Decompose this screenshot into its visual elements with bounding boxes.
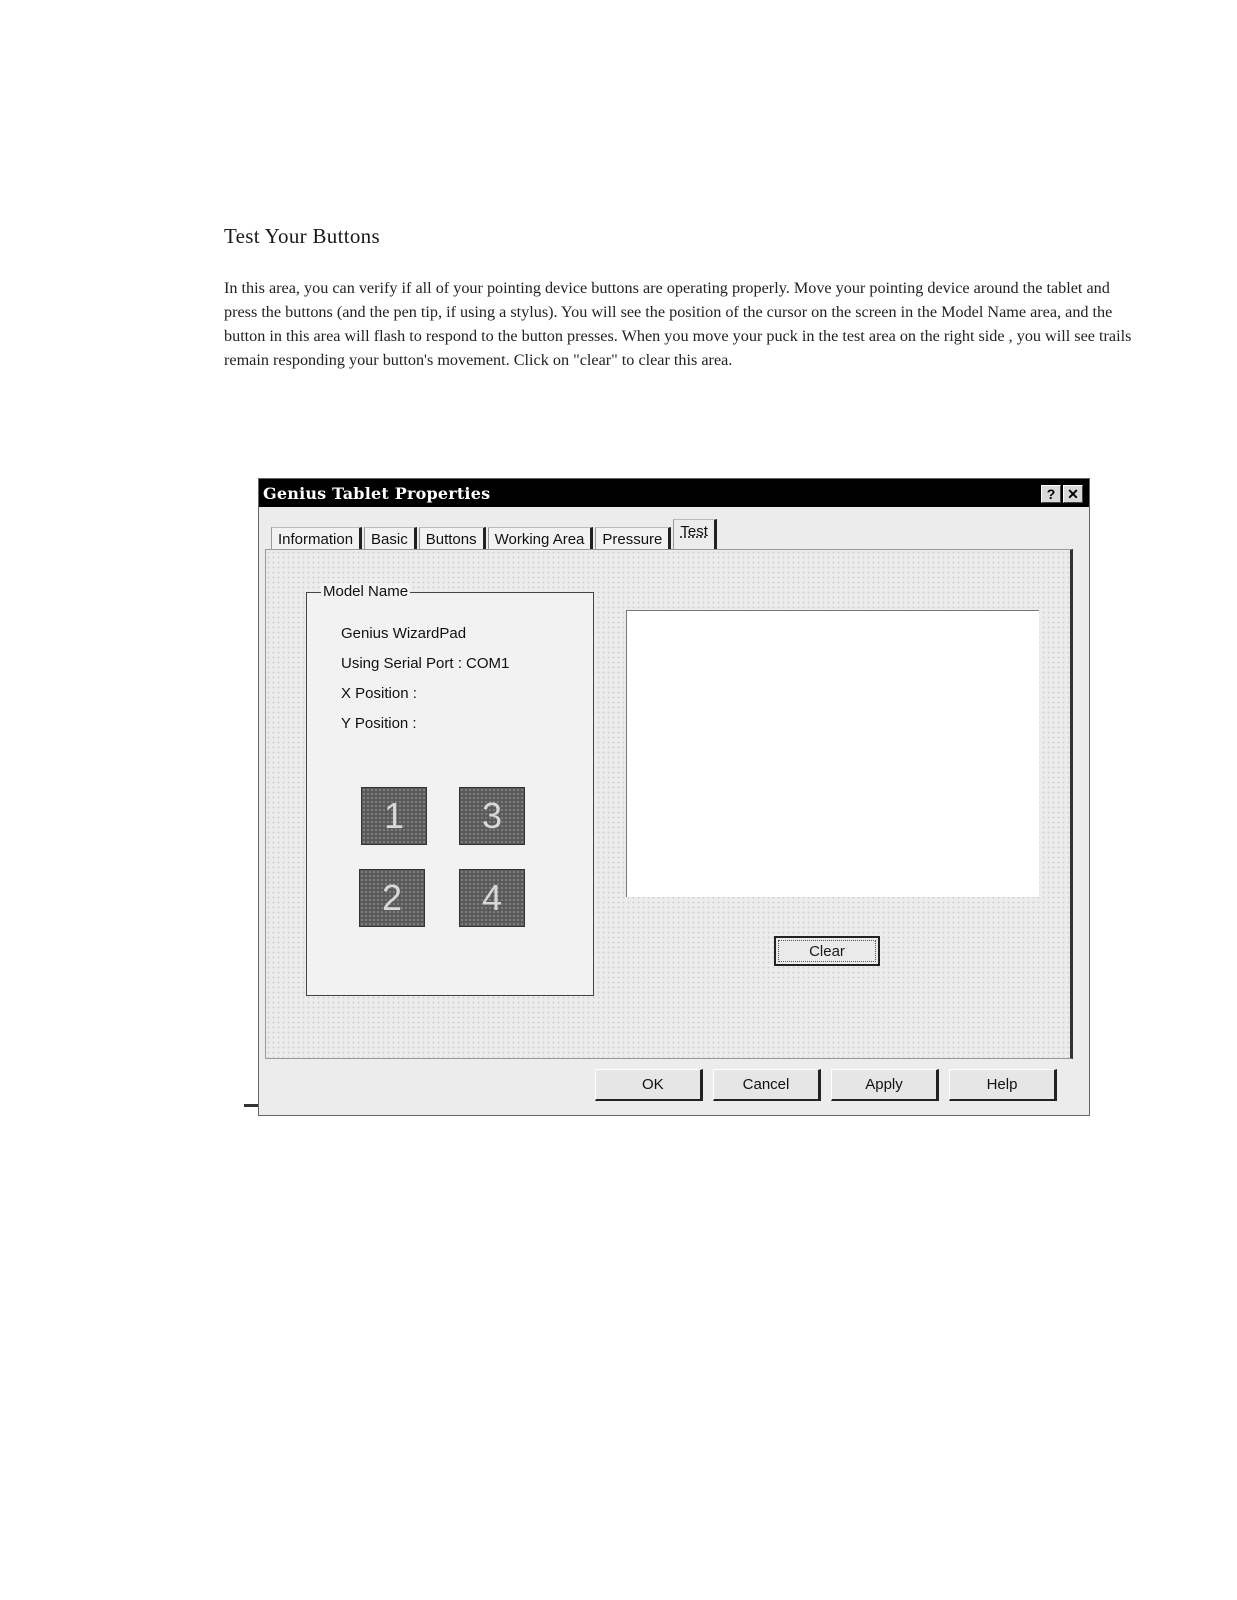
tab-pressure[interactable]: Pressure: [595, 527, 671, 549]
test-tab-panel: [265, 549, 1073, 1059]
model-name-group: [306, 583, 594, 996]
cancel-button[interactable]: Cancel: [713, 1069, 821, 1101]
close-title-button[interactable]: ✕: [1063, 485, 1083, 503]
tab-information[interactable]: Information: [271, 527, 362, 549]
x-position-label: X Position :: [341, 685, 417, 702]
device-button-3: 3: [459, 787, 525, 845]
dialog-footer: [595, 1069, 1057, 1101]
tab-buttons[interactable]: Buttons: [419, 527, 486, 549]
device-button-2: 2: [359, 869, 425, 927]
device-button-4: 4: [459, 869, 525, 927]
device-button-1: 1: [361, 787, 427, 845]
tab-test[interactable]: Test: [673, 519, 717, 549]
dialog-title: Genius Tablet Properties: [263, 483, 491, 503]
tab-working-area[interactable]: Working Area: [488, 527, 594, 549]
tablet-properties-dialog: [258, 478, 1090, 1116]
title-buttons: [1041, 485, 1083, 503]
tab-basic[interactable]: Basic: [364, 527, 417, 549]
clear-button[interactable]: Clear: [774, 936, 880, 966]
model-name-value: Genius WizardPad: [341, 625, 467, 642]
help-button[interactable]: Help: [949, 1069, 1057, 1101]
instructions-paragraph: In this area, you can verify if all of your pointing device buttons are operating properly. Move your pointing device around the tablet and press the buttons (and the pen tip, if using a stylus). You will see the position of the cursor on the screen in the Model Name area, and the button in this area will flash to respond to the button presses. When you move your puck in the test area on the right side , you will see trails remain responding your button's movement. Click on "clear" to clear this area.: [224, 279, 1132, 369]
tab-strip: [271, 519, 719, 549]
ok-button[interactable]: OK: [595, 1069, 703, 1101]
apply-button[interactable]: Apply: [831, 1069, 939, 1101]
help-title-button[interactable]: ?: [1041, 485, 1061, 503]
serial-port-value: Using Serial Port : COM1: [341, 655, 510, 672]
group-label: Model Name: [323, 583, 409, 600]
page-heading: Test Your Buttons: [224, 224, 380, 248]
y-position-label: Y Position :: [341, 715, 417, 732]
test-drawing-area[interactable]: [626, 610, 1039, 897]
dialog-titlebar[interactable]: [259, 479, 1089, 507]
